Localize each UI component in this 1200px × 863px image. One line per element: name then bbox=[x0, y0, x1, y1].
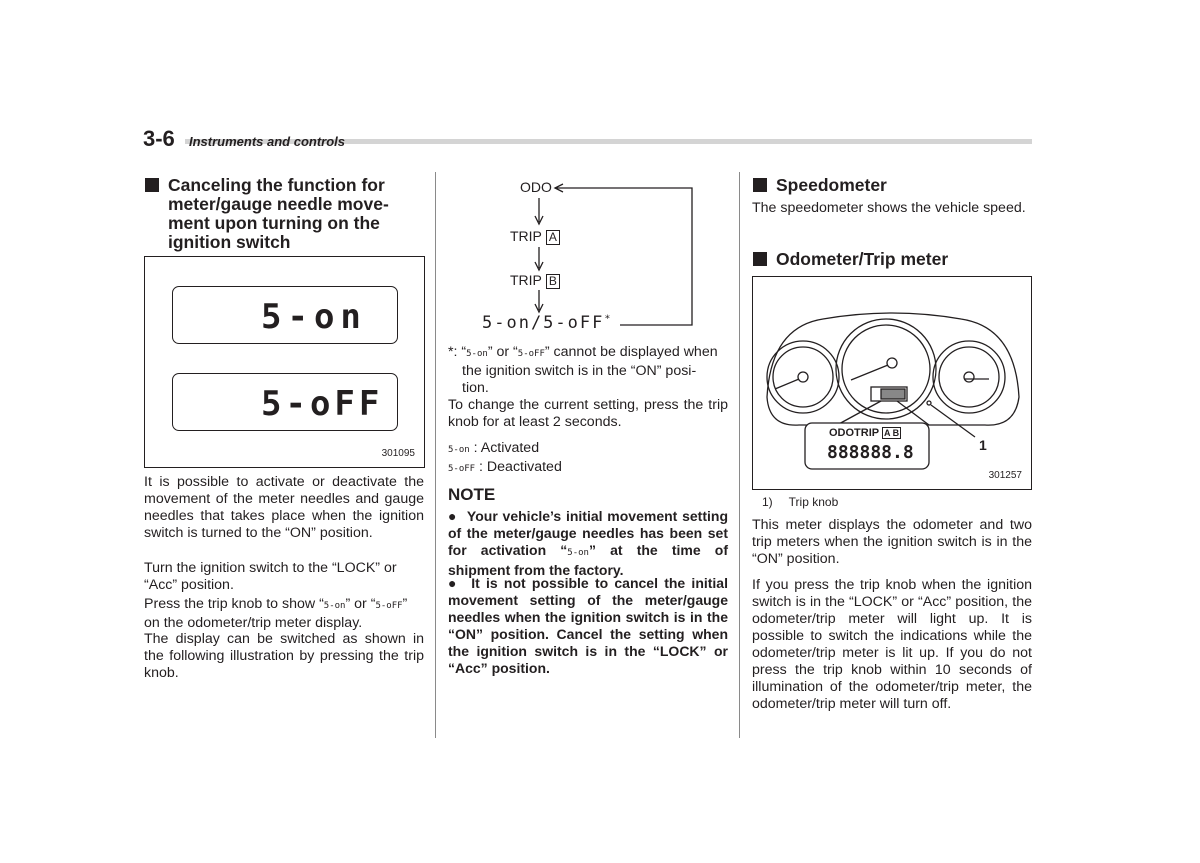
speedometer-text: The speedometer shows the vehicle speed. bbox=[752, 200, 1026, 216]
flow-trip-b: TRIP B bbox=[510, 272, 560, 289]
trip-b-box: B bbox=[546, 274, 560, 289]
figure-code: 301257 bbox=[988, 470, 1022, 481]
column-divider-right bbox=[739, 172, 740, 738]
page-number: 3-6 bbox=[143, 126, 175, 151]
left-paragraph-1: It is possible to activate or deactivate the movement of the meter needles and gauge needles that takes place when the ignition switch is turned to the “ON” position. bbox=[144, 474, 424, 541]
instrument-cluster-figure bbox=[752, 276, 1032, 490]
right-paragraph-1: This meter displays the odometer and two trip meters when the ignition switch is in the “ON” position. bbox=[752, 517, 1032, 567]
odotrip-label: ODOTRIP A B bbox=[829, 427, 900, 439]
change-setting-paragraph: To change the current setting, press the trip knob for at least 2 seconds. bbox=[448, 397, 728, 430]
lcd-display-on bbox=[172, 286, 398, 344]
section-title: Instruments and controls bbox=[189, 134, 346, 149]
activated-legend: 5-on : Activated bbox=[448, 440, 540, 456]
s-off-symbol: 5-oFF bbox=[375, 601, 403, 611]
flow-footnote: *: “5-on” or “5-oFF” cannot be displayed when the ignition switch is in the “ON” posi- tion. bbox=[448, 344, 718, 396]
right-paragraph-2: If you press the trip knob when the ignition switch is in the “LOCK” or “Acc” position, the odometer/trip meter will light up. It is possible to switch the indications while the odometer/trip meter is lit up. If you do not press the trip knob within 10 seconds of illumination of the odometer/trip meter, the odometer/trip meter will turn off. bbox=[752, 577, 1032, 712]
note-title: NOTE bbox=[448, 485, 496, 504]
trip-a-box: A bbox=[546, 230, 560, 245]
odometer-digits: 888888.8 bbox=[827, 442, 914, 463]
note-item-1: ● Your vehicle’s initial movement setting of the meter/gauge needles has been set for activation “5-on” at the time of shipment from the factory. bbox=[448, 508, 728, 578]
speedometer-heading: Speedometer bbox=[753, 176, 887, 195]
flow-odo: ODO bbox=[520, 179, 552, 195]
callout-1: 1 bbox=[979, 437, 987, 453]
heading-square-icon bbox=[753, 178, 767, 192]
flow-s-on-off: 5-on/5-oFF* bbox=[482, 313, 613, 333]
lcd-text-on: 5-on bbox=[261, 297, 367, 337]
figure-caption: 1) Trip knob bbox=[762, 495, 839, 509]
cancel-function-heading: Canceling the function for meter/gauge needle move- ment upon turning on the ignition switch bbox=[145, 176, 430, 252]
left-paragraph-3: Press the trip knob to show “5-on” or “5-oFF” on the odometer/trip meter display. bbox=[144, 596, 408, 631]
note-item-2: ● It is not possible to cancel the initial movement setting of the meter/gauge needles when the ignition switch is in the “ON” position. Cancel the setting when the ignition switch is in the “LOCK” or “Acc” position. bbox=[448, 575, 728, 676]
left-paragraph-4: The display can be switched as shown in the following illustration by pressing the trip knob. bbox=[144, 631, 424, 681]
odometer-heading: Odometer/Trip meter bbox=[753, 250, 948, 269]
left-paragraph-2: Turn the ignition switch to the “LOCK” or “Acc” position. bbox=[144, 560, 397, 593]
lcd-display-off bbox=[172, 373, 398, 431]
display-figure bbox=[144, 256, 425, 468]
flow-trip-a: TRIP A bbox=[510, 228, 560, 245]
heading-square-icon bbox=[753, 252, 767, 266]
deactivated-legend: 5-oFF : Deactivated bbox=[448, 459, 562, 475]
column-divider-left bbox=[435, 172, 436, 738]
heading-square-icon bbox=[145, 178, 159, 192]
figure-code: 301095 bbox=[381, 448, 415, 459]
lcd-text-off: 5-oFF bbox=[261, 384, 384, 424]
s-on-symbol: 5-on bbox=[323, 601, 346, 611]
